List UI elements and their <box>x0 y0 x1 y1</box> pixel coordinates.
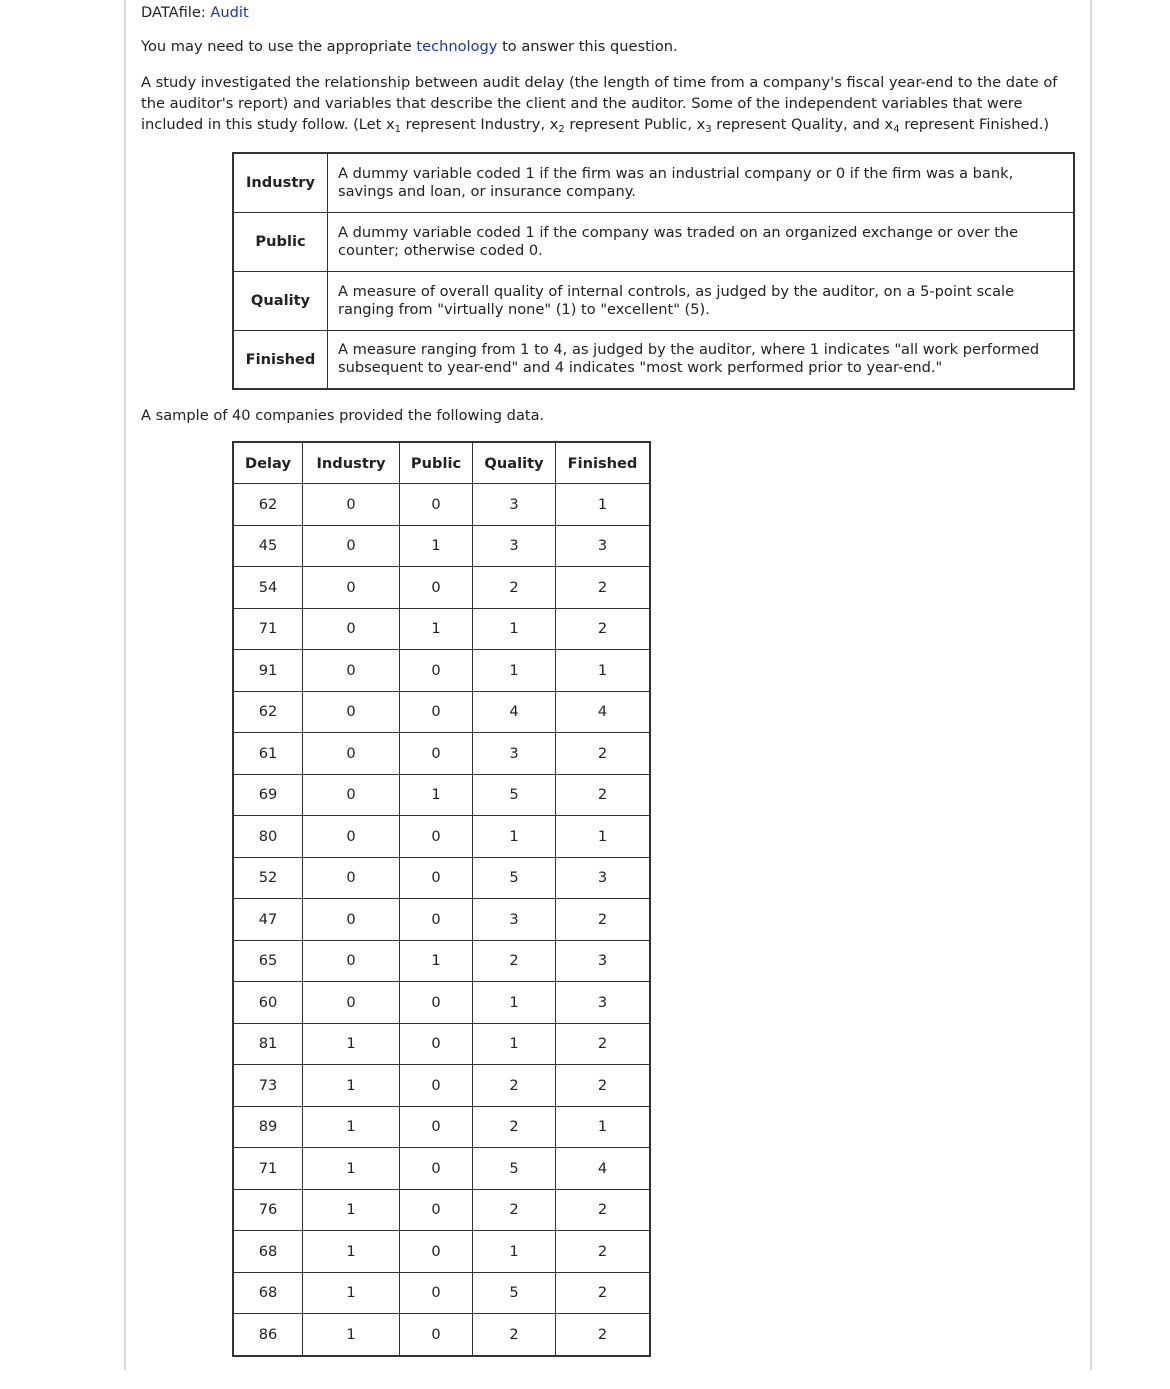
definition-desc-line: savings and loan, or insurance company. <box>338 182 636 200</box>
cell-quality: 2 <box>473 1189 556 1231</box>
cell-public: 1 <box>400 774 473 816</box>
technology-link[interactable]: technology <box>416 38 498 55</box>
cell-industry: 1 <box>303 1065 400 1107</box>
cell-public: 1 <box>400 608 473 650</box>
cell-public: 0 <box>400 982 473 1024</box>
datafile-line <box>141 3 249 23</box>
cell-delay: 91 <box>233 650 303 692</box>
definition-row <box>233 330 1074 389</box>
definition-desc-line: subsequent to year-end" and 4 indicates "most work performed prior to year-end." <box>338 359 943 377</box>
definition-desc-line: A dummy variable coded 1 if the company was traded on an organized exchange or over the <box>338 223 1019 241</box>
cell-finished: 2 <box>556 1231 651 1273</box>
cell-finished: 1 <box>556 650 651 692</box>
cell-quality: 1 <box>473 816 556 858</box>
cell-quality: 2 <box>473 940 556 982</box>
cell-delay: 68 <box>233 1231 303 1273</box>
subscript-3: 3 <box>705 124 712 135</box>
cell-public: 0 <box>400 691 473 733</box>
cell-public: 0 <box>400 899 473 941</box>
variable-definitions-table <box>232 152 1075 390</box>
cell-finished: 4 <box>556 1148 651 1190</box>
cell-industry: 1 <box>303 1272 400 1314</box>
cell-industry: 0 <box>303 940 400 982</box>
table-row <box>233 1023 650 1065</box>
definition-desc <box>328 212 1075 271</box>
column-header-quality: Quality <box>473 442 556 484</box>
cell-quality: 1 <box>473 608 556 650</box>
cell-delay: 52 <box>233 857 303 899</box>
cell-industry: 0 <box>303 733 400 775</box>
cell-quality: 5 <box>473 1272 556 1314</box>
cell-finished: 1 <box>556 484 651 526</box>
column-header-public: Public <box>400 442 473 484</box>
cell-quality: 1 <box>473 650 556 692</box>
table-row <box>233 857 650 899</box>
cell-industry: 0 <box>303 816 400 858</box>
column-header-delay: Delay <box>233 442 303 484</box>
cell-delay: 89 <box>233 1106 303 1148</box>
cell-quality: 1 <box>473 1023 556 1065</box>
table-row <box>233 1106 650 1148</box>
cell-public: 0 <box>400 484 473 526</box>
table-row <box>233 899 650 941</box>
definition-desc-line: A dummy variable coded 1 if the firm was an industrial company or 0 if the firm was a bank, <box>338 164 1014 182</box>
cell-quality: 5 <box>473 1148 556 1190</box>
definition-desc-line: A measure ranging from 1 to 4, as judged by the auditor, where 1 indicates "all work performed <box>338 341 1040 359</box>
table-body <box>233 484 650 1356</box>
cell-quality: 3 <box>473 899 556 941</box>
right-border-line <box>1090 0 1092 1370</box>
cell-public: 0 <box>400 857 473 899</box>
cell-industry: 0 <box>303 857 400 899</box>
cell-delay: 60 <box>233 982 303 1024</box>
table-row <box>233 1314 650 1356</box>
cell-finished: 2 <box>556 733 651 775</box>
intro-text-a: included in this study follow. (Let x <box>141 116 395 133</box>
datafile-label: DATAfile: <box>141 4 206 21</box>
cell-public: 0 <box>400 1189 473 1231</box>
definition-desc <box>328 153 1075 212</box>
cell-finished: 2 <box>556 774 651 816</box>
table-row <box>233 525 650 567</box>
definition-row <box>233 271 1074 330</box>
table-row <box>233 484 650 526</box>
cell-industry: 1 <box>303 1314 400 1356</box>
intro-line-1: A study investigated the relationship between audit delay (the length of time from a company's fiscal year-end to the date of <box>141 74 1058 91</box>
cell-public: 1 <box>400 940 473 982</box>
cell-delay: 62 <box>233 691 303 733</box>
cell-public: 0 <box>400 1314 473 1356</box>
cell-delay: 86 <box>233 1314 303 1356</box>
table-row <box>233 982 650 1024</box>
cell-finished: 2 <box>556 608 651 650</box>
cell-quality: 2 <box>473 1065 556 1107</box>
cell-quality: 5 <box>473 857 556 899</box>
definition-term: Industry <box>233 153 328 212</box>
definition-desc-line: counter; otherwise coded 0. <box>338 241 543 259</box>
cell-delay: 71 <box>233 1148 303 1190</box>
cell-public: 0 <box>400 733 473 775</box>
cell-finished: 3 <box>556 982 651 1024</box>
left-border-line <box>124 0 126 1370</box>
cell-delay: 71 <box>233 608 303 650</box>
cell-finished: 2 <box>556 1314 651 1356</box>
cell-delay: 80 <box>233 816 303 858</box>
cell-delay: 68 <box>233 1272 303 1314</box>
intro-text-d: represent Quality, and x <box>711 116 894 133</box>
definition-row <box>233 153 1074 212</box>
cell-delay: 54 <box>233 567 303 609</box>
cell-industry: 0 <box>303 691 400 733</box>
sample-note: A sample of 40 companies provided the following data. <box>141 407 545 424</box>
cell-industry: 0 <box>303 774 400 816</box>
cell-finished: 1 <box>556 816 651 858</box>
cell-industry: 1 <box>303 1106 400 1148</box>
audit-data-table <box>232 441 651 1357</box>
cell-public: 1 <box>400 525 473 567</box>
cell-delay: 47 <box>233 899 303 941</box>
cell-public: 0 <box>400 1065 473 1107</box>
cell-industry: 0 <box>303 525 400 567</box>
cell-public: 0 <box>400 1148 473 1190</box>
cell-quality: 2 <box>473 1106 556 1148</box>
cell-industry: 1 <box>303 1231 400 1273</box>
cell-industry: 0 <box>303 608 400 650</box>
cell-public: 0 <box>400 1106 473 1148</box>
intro-paragraph <box>141 72 1076 135</box>
table-row <box>233 816 650 858</box>
cell-delay: 61 <box>233 733 303 775</box>
cell-delay: 62 <box>233 484 303 526</box>
cell-finished: 2 <box>556 1189 651 1231</box>
cell-industry: 1 <box>303 1023 400 1065</box>
cell-public: 0 <box>400 816 473 858</box>
cell-public: 0 <box>400 1023 473 1065</box>
cell-quality: 3 <box>473 484 556 526</box>
table-row <box>233 1065 650 1107</box>
cell-quality: 3 <box>473 733 556 775</box>
cell-quality: 2 <box>473 1314 556 1356</box>
cell-delay: 76 <box>233 1189 303 1231</box>
cell-quality: 3 <box>473 525 556 567</box>
table-row <box>233 650 650 692</box>
cell-delay: 81 <box>233 1023 303 1065</box>
table-row <box>233 608 650 650</box>
intro-line-2: the auditor's report) and variables that describe the client and the auditor. Some of the independent variables that were <box>141 95 1023 112</box>
cell-finished: 1 <box>556 1106 651 1148</box>
definition-term: Public <box>233 212 328 271</box>
cell-finished: 2 <box>556 1272 651 1314</box>
column-header-finished: Finished <box>556 442 651 484</box>
cell-finished: 3 <box>556 525 651 567</box>
cell-public: 0 <box>400 1231 473 1273</box>
column-header-industry: Industry <box>303 442 400 484</box>
cell-industry: 1 <box>303 1148 400 1190</box>
cell-quality: 1 <box>473 982 556 1024</box>
cell-industry: 1 <box>303 1189 400 1231</box>
cell-delay: 73 <box>233 1065 303 1107</box>
table-row <box>233 1189 650 1231</box>
cell-finished: 4 <box>556 691 651 733</box>
table-row <box>233 774 650 816</box>
table-row <box>233 940 650 982</box>
definition-term: Quality <box>233 271 328 330</box>
cell-delay: 65 <box>233 940 303 982</box>
table-row <box>233 691 650 733</box>
definition-term: Finished <box>233 330 328 389</box>
definition-row <box>233 212 1074 271</box>
intro-line-3 <box>141 114 1076 135</box>
cell-finished: 2 <box>556 1023 651 1065</box>
intro-text-c: represent Public, x <box>564 116 706 133</box>
cell-quality: 4 <box>473 691 556 733</box>
table-row <box>233 1148 650 1190</box>
cell-quality: 2 <box>473 567 556 609</box>
tech-prefix: You may need to use the appropriate <box>141 38 412 55</box>
subscript-2: 2 <box>558 124 565 135</box>
cell-quality: 1 <box>473 1231 556 1273</box>
cell-public: 0 <box>400 1272 473 1314</box>
cell-industry: 0 <box>303 899 400 941</box>
cell-finished: 3 <box>556 940 651 982</box>
cell-industry: 0 <box>303 484 400 526</box>
definition-desc-line: A measure of overall quality of internal controls, as judged by the auditor, on a 5-point scale <box>338 282 1015 300</box>
table-row <box>233 1231 650 1273</box>
table-row <box>233 1272 650 1314</box>
subscript-1: 1 <box>394 124 401 135</box>
cell-finished: 3 <box>556 857 651 899</box>
table-row <box>233 567 650 609</box>
table-header-row <box>233 442 650 484</box>
cell-public: 0 <box>400 567 473 609</box>
cell-finished: 2 <box>556 567 651 609</box>
technology-note <box>141 37 678 57</box>
definition-desc <box>328 330 1075 389</box>
tech-suffix: to answer this question. <box>502 38 678 55</box>
cell-industry: 0 <box>303 567 400 609</box>
table-row <box>233 733 650 775</box>
cell-finished: 2 <box>556 899 651 941</box>
intro-text-b: represent Industry, x <box>401 116 559 133</box>
cell-industry: 0 <box>303 982 400 1024</box>
cell-industry: 0 <box>303 650 400 692</box>
intro-text-e: represent Finished.) <box>899 116 1050 133</box>
cell-delay: 45 <box>233 525 303 567</box>
datafile-link[interactable]: Audit <box>210 4 249 21</box>
cell-delay: 69 <box>233 774 303 816</box>
cell-quality: 5 <box>473 774 556 816</box>
cell-finished: 2 <box>556 1065 651 1107</box>
definition-desc-line: ranging from "virtually none" (1) to "excellent" (5). <box>338 300 710 318</box>
cell-public: 0 <box>400 650 473 692</box>
subscript-4: 4 <box>893 124 900 135</box>
definition-desc <box>328 271 1075 330</box>
